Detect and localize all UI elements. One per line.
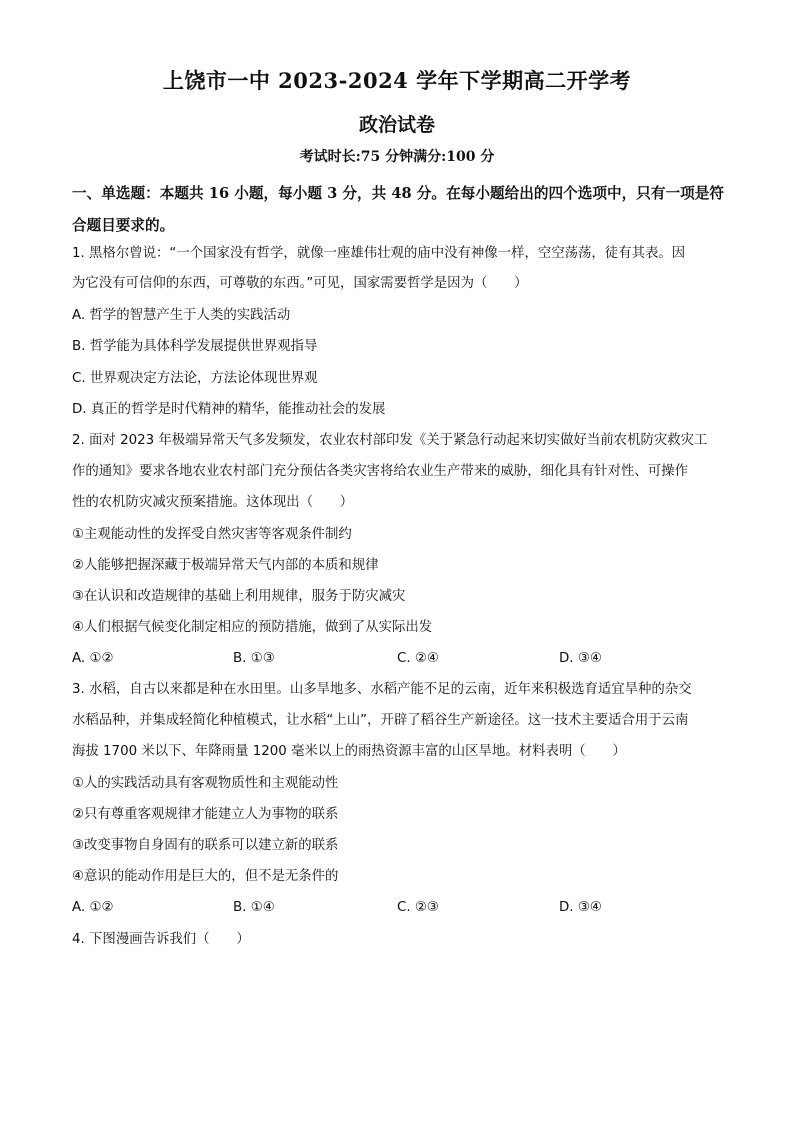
q2-stem-line-3: 性的农机防灾减灾预案措施。这体现出（ ） — [72, 495, 354, 510]
q2-statement-3: ③在认识和改造规律的基础上利用规律，服务于防灾减灾 — [72, 589, 406, 604]
q1-stem-line-2: 为它没有可信仰的东西，可尊敬的东西。”可见，国家需要哲学是因为（ ） — [72, 276, 528, 291]
page-subtitle: 政治试卷 — [358, 114, 435, 136]
q3-option-b: B. ①④ — [233, 900, 275, 915]
q3-statement-2: ②只有尊重客观规律才能建立人为事物的联系 — [72, 807, 339, 822]
q2-option-d: D. ③④ — [559, 651, 602, 666]
q2-statement-2: ②人能够把握深藏于极端异常天气内部的本质和规律 — [72, 558, 379, 573]
q3-stem-line-3: 海拔 1700 米以下、年降雨量 1200 毫米以上的雨热资源丰富的山区旱地。材料表明（ ） — [72, 744, 626, 759]
q3-statement-1: ①人的实践活动具有客观物质性和主观能动性 — [72, 776, 339, 791]
q3-option-a: A. ①② — [72, 900, 114, 915]
q3-stem-line-1: 3. 水稻，自古以来都是种在水田里。山多旱地多、水稻产能不足的云南，近年来积极选育适宜旱种的杂交 — [72, 682, 692, 697]
exam-info: 考试时长:75 分钟满分:100 分 — [299, 149, 495, 165]
q2-option-a: A. ①② — [72, 651, 114, 666]
q1-stem-line-1: 1. 黑格尔曾说：“一个国家没有哲学，就像一座雄伟壮观的庙中没有神像一样，空空荡荡，徒有其表。因 — [72, 246, 686, 261]
section-heading: 一、单选题：本题共 16 小题，每小题 3 分，共 48 分。在每小题给出的四个选项中，只有一项是符合题目要求的。 — [72, 185, 724, 234]
q4-stem-line-1: 4. 下图漫画告诉我们（ ） — [72, 932, 250, 947]
q1-option-c: C. 世界观决定方法论，方法论体现世界观 — [72, 371, 318, 386]
q3-stem-line-2: 水稻品种，并集成轻简化种植模式，让水稻“上山”，开辟了稻谷生产新途径。这一技术主要适合用于云南 — [72, 713, 689, 728]
q3-statement-3: ③改变事物自身固有的联系可以建立新的联系 — [72, 838, 339, 853]
q1-option-d: D. 真正的哲学是时代精神的精华，能推动社会的发展 — [72, 402, 386, 417]
q3-options — [72, 898, 724, 918]
q2-options — [72, 649, 724, 669]
q2-stem-line-1: 2. 面对 2023 年极端异常天气多发频发，农业农村部印发《关于紧急行动起来切实做好当前农机防灾救灾工 — [72, 433, 708, 448]
q1-option-b: B. 哲学能为具体科学发展提供世界观指导 — [72, 339, 318, 354]
page-title: 上饶市一中 2023-2024 学年下学期高二开学考 — [162, 68, 632, 93]
q2-stem-line-2: 作的通知》要求各地农业农村部门充分预估各类灾害将给农业生产带来的威胁，细化具有针对性、可操作 — [72, 464, 688, 479]
q3-option-d: D. ③④ — [559, 900, 602, 915]
q3-statement-4: ④意识的能动作用是巨大的，但不是无条件的 — [72, 869, 339, 884]
q3-option-c: C. ②③ — [397, 900, 439, 915]
q2-option-b: B. ①③ — [233, 651, 275, 666]
q2-option-c: C. ②④ — [397, 651, 439, 666]
q1-option-a: A. 哲学的智慧产生于人类的实践活动 — [72, 308, 291, 323]
q2-statement-1: ①主观能动性的发挥受自然灾害等客观条件制约 — [72, 527, 352, 542]
q2-statement-4: ④人们根据气候变化制定相应的预防措施，做到了从实际出发 — [72, 620, 433, 635]
